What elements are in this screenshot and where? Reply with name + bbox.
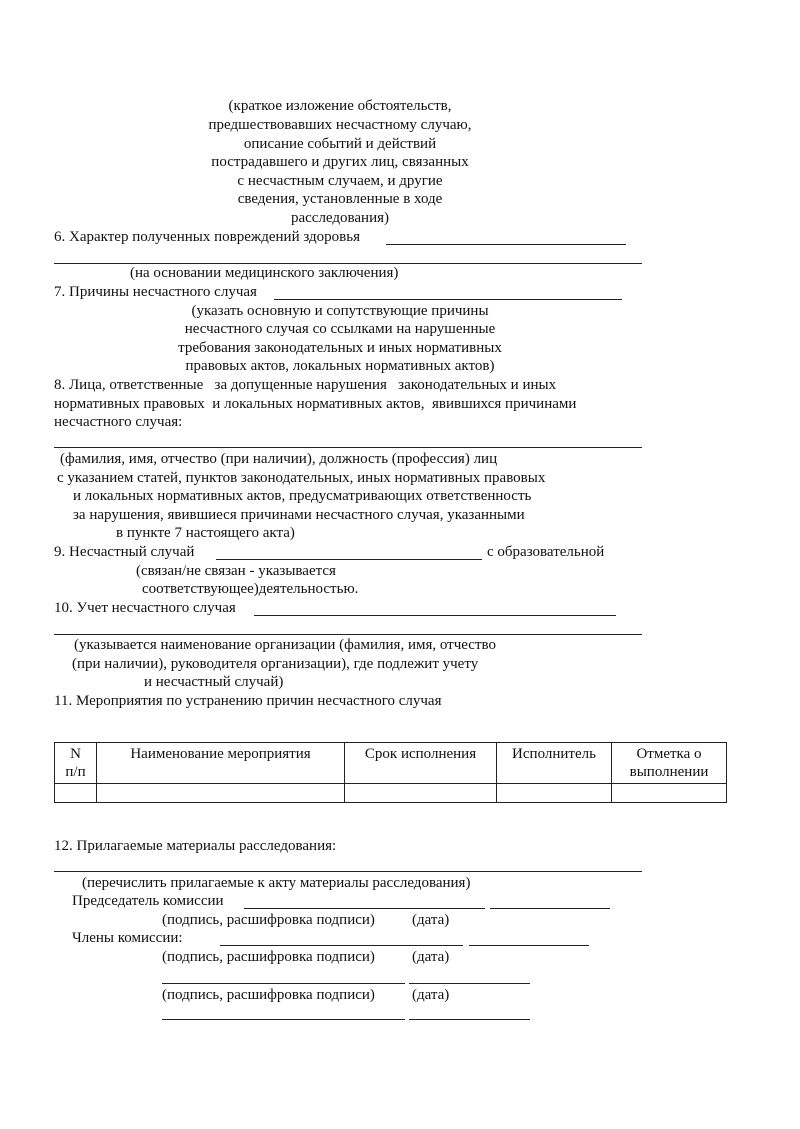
measures-table <box>54 742 727 803</box>
section-7-label: 7. Причины несчастного случая <box>54 284 257 300</box>
table-row <box>55 784 727 803</box>
section-7-caption-line: правовых актов, локальных нормативных актов) <box>185 358 495 374</box>
table-cell[interactable] <box>497 784 612 803</box>
intro-caption-line: расследования) <box>290 210 390 226</box>
col-header-executor: Исполнитель <box>497 743 612 784</box>
section-10-caption-line: (указывается наименование организации (фамилия, имя, отчество <box>74 637 496 653</box>
intro-caption-line: предшествовавших несчастному случаю, <box>208 117 472 133</box>
col-header-measure-name: Наименование мероприятия <box>97 743 345 784</box>
section-9-caption-line: соответствующее)деятельностью. <box>142 581 359 597</box>
table-cell[interactable] <box>345 784 497 803</box>
section-10-caption-line: (при наличии), руководителя организации), где подлежит учету <box>72 656 479 672</box>
chair-label: Председатель комиссии <box>72 893 224 909</box>
section-8-caption-line: за нарушения, явившиеся причинами несчастного случая, указанными <box>73 507 525 523</box>
member-2-signature-line[interactable] <box>162 983 405 984</box>
section-6-fill-line[interactable] <box>386 244 626 245</box>
member-2-date-line[interactable] <box>409 983 530 984</box>
table-cell[interactable] <box>97 784 345 803</box>
section-10-fill-line[interactable] <box>254 615 616 616</box>
section-7-caption-line: (указать основную и сопутствующие причины <box>191 303 489 319</box>
section-12-caption: (перечислить прилагаемые к акту материалы расследования) <box>82 875 471 891</box>
member-1-date-caption: (дата) <box>412 949 450 965</box>
section-6-label: 6. Характер полученных повреждений здоровья <box>54 229 360 245</box>
section-7-caption-line: несчастного случая со ссылками на нарушенные <box>184 321 496 337</box>
member-1-date-line[interactable] <box>469 945 589 946</box>
intro-caption-line: описание событий и действий <box>243 136 437 152</box>
section-9-label: 9. Несчастный случай <box>54 544 195 560</box>
member-1-signature-line[interactable] <box>220 945 463 946</box>
section-8-caption-line: и локальных нормативных актов, предусматривающих ответственность <box>73 488 532 504</box>
section-8-caption-line: (фамилия, имя, отчество (при наличии), должность (профессия) лиц <box>60 451 498 467</box>
section-6-caption: (на основании медицинского заключения) <box>130 265 399 281</box>
member-1-signature-caption: (подпись, расшифровка подписи) <box>162 949 375 965</box>
section-12-fill-line[interactable] <box>54 871 642 872</box>
section-8-caption-line: в пункте 7 настоящего акта) <box>116 525 295 541</box>
intro-caption-line: сведения, установленные в ходе <box>237 191 443 207</box>
section-9-caption-line: (связан/не связан - указывается <box>136 563 336 579</box>
section-10-fill-line-2[interactable] <box>54 634 642 635</box>
members-label: Члены комиссии: <box>72 930 183 946</box>
table-cell[interactable] <box>612 784 727 803</box>
intro-caption-line: с несчастным случаем, и другие <box>237 173 443 189</box>
section-11-label: 11. Мероприятия по устранению причин несчастного случая <box>54 693 442 709</box>
member-2-signature-caption: (подпись, расшифровка подписи) <box>162 987 375 1003</box>
section-9-suffix: с образовательной <box>487 544 605 560</box>
col-header-number: N п/п <box>55 743 97 784</box>
col-header-completion-mark: Отметка о выполнении <box>612 743 727 784</box>
section-10-caption-line: и несчастный случай) <box>144 674 284 690</box>
section-10-label: 10. Учет несчастного случая <box>54 600 236 616</box>
section-8-text-line: несчастного случая: <box>54 414 183 430</box>
section-8-caption-line: с указанием статей, пунктов законодательных, иных нормативных правовых <box>57 470 546 486</box>
measures-table-header-row <box>55 743 727 784</box>
section-9-fill-line[interactable] <box>216 559 482 560</box>
section-8-text-line: 8. Лица, ответственные за допущенные нарушения законодательных и иных <box>54 377 557 393</box>
section-12-label: 12. Прилагаемые материалы расследования: <box>54 838 337 854</box>
chair-signature-caption: (подпись, расшифровка подписи) <box>162 912 375 928</box>
chair-signature-line[interactable] <box>244 908 485 909</box>
intro-caption-line: пострадавшего и других лиц, связанных <box>211 154 469 170</box>
section-8-text-line: нормативных правовых и локальных нормативных актов, явившихся причинами <box>54 396 577 412</box>
member-3-signature-line[interactable] <box>162 1019 405 1020</box>
table-cell[interactable] <box>55 784 97 803</box>
section-7-fill-line[interactable] <box>274 299 622 300</box>
section-7-caption-line: требования законодательных и иных нормативных <box>178 340 502 356</box>
col-header-deadline: Срок исполнения <box>345 743 497 784</box>
chair-date-caption: (дата) <box>412 912 450 928</box>
section-8-fill-line[interactable] <box>54 447 642 448</box>
intro-caption-line: (краткое изложение обстоятельств, <box>228 98 452 114</box>
member-2-date-caption: (дата) <box>412 987 450 1003</box>
chair-date-line[interactable] <box>490 908 610 909</box>
member-3-date-line[interactable] <box>409 1019 530 1020</box>
